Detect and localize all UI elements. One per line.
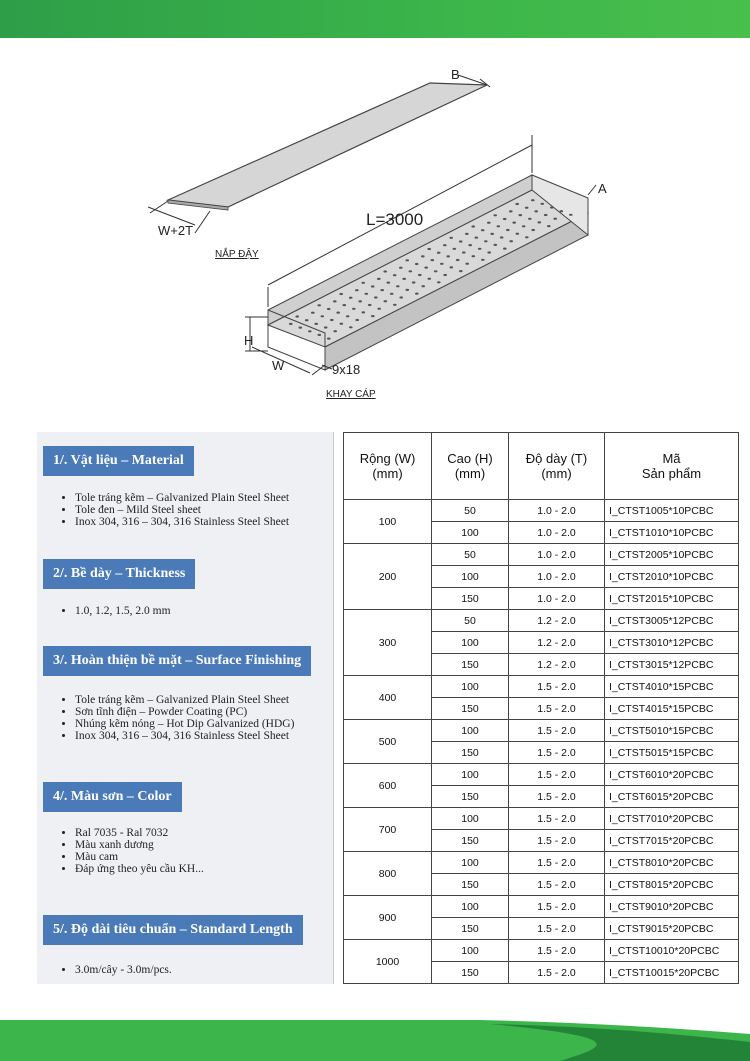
perforation-hole — [449, 237, 453, 239]
perforation-hole — [365, 293, 369, 295]
perforation-hole — [509, 210, 513, 212]
code-cell: I_CTST5010*15PCBC — [605, 720, 739, 742]
height-cell: 150 — [432, 698, 509, 720]
perforation-hole — [321, 315, 325, 317]
height-cell: 150 — [432, 786, 509, 808]
perforation-hole — [525, 236, 529, 238]
perforation-hole — [434, 270, 438, 272]
cable-tray-drawing — [140, 55, 620, 405]
perforation-hole — [487, 251, 491, 253]
dim-w-label: W — [272, 358, 285, 373]
height-cell: 100 — [432, 940, 509, 962]
perforation-hole — [468, 244, 472, 246]
perforation-hole — [390, 293, 394, 295]
list-item: • 1.0, 1.2, 1.5, 2.0 mm — [75, 605, 171, 617]
table-row — [344, 852, 739, 874]
dim-length-label: L=3000 — [366, 210, 424, 229]
code-cell: I_CTST3005*12PCBC — [605, 610, 739, 632]
perforation-hole — [311, 312, 315, 314]
thickness-cell: 1.2 - 2.0 — [509, 654, 605, 676]
header-width — [344, 433, 432, 500]
thickness-cell: 1.0 - 2.0 — [509, 544, 605, 566]
list-item: • Inox 304, 316 – 304, 316 Stainless Steel Sheet — [75, 730, 294, 742]
w2t-ext-2 — [195, 211, 210, 233]
perforation-hole — [349, 297, 353, 299]
list-item: • Inox 304, 316 – 304, 316 Stainless Steel Sheet — [75, 516, 289, 528]
code-cell: I_CTST3015*12PCBC — [605, 654, 739, 676]
perforation-hole — [399, 296, 403, 298]
code-cell: I_CTST6010*20PCBC — [605, 764, 739, 786]
perforation-hole — [355, 319, 359, 321]
perforation-hole — [352, 308, 356, 310]
width-cell: 500 — [344, 720, 432, 764]
code-cell: I_CTST1005*10PCBC — [605, 500, 739, 522]
perforation-hole — [534, 210, 538, 212]
perforation-hole — [427, 248, 431, 250]
list-item: • Tole đen – Mild Steel sheet — [75, 504, 289, 516]
width-cell: 900 — [344, 896, 432, 940]
table-body — [344, 500, 739, 984]
w-ext — [312, 365, 325, 375]
thickness-cell: 1.5 - 2.0 — [509, 786, 605, 808]
code-cell: I_CTST4010*15PCBC — [605, 676, 739, 698]
header-text: Độ dày (T) — [525, 451, 588, 466]
width-cell: 100 — [344, 500, 432, 544]
height-cell: 150 — [432, 918, 509, 940]
a-leader — [588, 185, 596, 195]
header-product-code — [605, 433, 739, 500]
perforation-hole — [446, 255, 450, 257]
height-cell: 150 — [432, 962, 509, 984]
perforation-hole — [333, 300, 337, 302]
section-color-title: 4/. Màu sơn – Color — [43, 782, 182, 812]
list-item: • Nhúng kẽm nóng – Hot Dip Galvanized (HDG) — [75, 718, 294, 730]
perforation-hole — [415, 293, 419, 295]
perforation-hole — [318, 334, 322, 336]
thickness-cell: 1.0 - 2.0 — [509, 500, 605, 522]
perforation-hole — [509, 240, 513, 242]
perforation-hole — [531, 199, 535, 201]
list-item: • Màu xanh dương — [75, 839, 204, 851]
section-material-title: 1/. Vật liệu – Material — [43, 446, 194, 476]
thickness-cell: 1.5 - 2.0 — [509, 764, 605, 786]
table-row — [344, 676, 739, 698]
height-cell: 100 — [432, 566, 509, 588]
perforation-hole — [525, 207, 529, 209]
perforation-hole — [371, 315, 375, 317]
perforation-hole — [377, 278, 381, 280]
perforation-hole — [368, 304, 372, 306]
table-row — [344, 720, 739, 742]
table-header-row — [344, 433, 739, 500]
width-cell: 1000 — [344, 940, 432, 984]
code-cell: I_CTST8015*20PCBC — [605, 874, 739, 896]
code-cell: I_CTST1010*10PCBC — [605, 522, 739, 544]
cable-tray-svg — [140, 55, 620, 405]
perforation-hole — [462, 251, 466, 253]
dim-b-label: B — [451, 67, 460, 82]
header-text: (mm) — [541, 466, 572, 481]
table-row — [344, 940, 739, 962]
thickness-cell: 1.5 - 2.0 — [509, 896, 605, 918]
perforation-hole — [380, 289, 384, 291]
perforation-hole — [424, 267, 428, 269]
perforation-hole — [456, 259, 460, 261]
code-cell: I_CTST7015*20PCBC — [605, 830, 739, 852]
section-length-list — [57, 964, 172, 976]
perforation-hole — [500, 236, 504, 238]
list-item: • 3.0m/cây - 3.0m/pcs. — [75, 964, 172, 976]
section-length-title: 5/. Độ dài tiêu chuẩn – Standard Length — [43, 915, 303, 945]
list-item: • Ral 7035 - Ral 7032 — [75, 827, 204, 839]
perforation-hole — [349, 326, 353, 328]
thickness-cell: 1.5 - 2.0 — [509, 742, 605, 764]
code-cell: I_CTST10010*20PCBC — [605, 940, 739, 962]
thickness-cell: 1.5 - 2.0 — [509, 852, 605, 874]
code-cell: I_CTST2005*10PCBC — [605, 544, 739, 566]
perforation-hole — [544, 214, 548, 216]
header-text: Sản phẩm — [641, 466, 702, 481]
header-text: (mm) — [372, 466, 403, 481]
perforation-hole — [450, 266, 454, 268]
perforation-hole — [421, 285, 425, 287]
thickness-cell: 1.5 - 2.0 — [509, 830, 605, 852]
perforation-hole — [459, 240, 463, 242]
perforation-hole — [553, 218, 557, 220]
height-cell: 150 — [432, 874, 509, 896]
perforation-hole — [418, 274, 422, 276]
height-cell: 150 — [432, 830, 509, 852]
header-text: Cao (H) — [447, 451, 493, 466]
width-cell: 400 — [344, 676, 432, 720]
specification-panel — [37, 432, 334, 984]
thickness-cell: 1.5 - 2.0 — [509, 720, 605, 742]
dim-a-label: A — [598, 181, 607, 196]
height-cell: 150 — [432, 588, 509, 610]
height-cell: 100 — [432, 764, 509, 786]
perforation-hole — [377, 308, 381, 310]
perforation-hole — [490, 233, 494, 235]
perforation-hole — [484, 240, 488, 242]
table-row — [344, 764, 739, 786]
perforation-hole — [538, 221, 542, 223]
width-cell: 200 — [344, 544, 432, 610]
table-row — [344, 610, 739, 632]
perforation-hole — [465, 233, 469, 235]
perforation-hole — [346, 315, 350, 317]
code-cell: I_CTST10015*20PCBC — [605, 962, 739, 984]
perforation-hole — [531, 229, 535, 231]
dim-w2t-label: W+2T — [158, 223, 194, 238]
perforation-hole — [459, 270, 463, 272]
perforation-hole — [465, 263, 469, 265]
perforation-hole — [336, 312, 340, 314]
perforation-hole — [409, 270, 413, 272]
code-cell: I_CTST2010*10PCBC — [605, 566, 739, 588]
perforation-hole — [503, 218, 507, 220]
table-row — [344, 544, 739, 566]
perforation-hole — [415, 263, 419, 265]
perforation-hole — [361, 282, 365, 284]
perforation-hole — [374, 296, 378, 298]
perforation-hole — [406, 289, 410, 291]
perforation-hole — [550, 206, 554, 208]
perforation-hole — [339, 293, 343, 295]
section-thickness-title: 2/. Bề dày – Thickness — [43, 559, 195, 589]
perforation-hole — [324, 326, 328, 328]
perforation-hole — [481, 229, 485, 231]
perforation-hole — [475, 237, 479, 239]
thickness-cell: 1.0 - 2.0 — [509, 588, 605, 610]
perforation-hole — [355, 289, 359, 291]
perforation-hole — [340, 323, 344, 325]
perforation-hole — [396, 285, 400, 287]
height-cell: 100 — [432, 896, 509, 918]
thickness-cell: 1.2 - 2.0 — [509, 632, 605, 654]
perforation-hole — [358, 300, 362, 302]
top-green-band — [0, 0, 750, 38]
width-cell: 300 — [344, 610, 432, 676]
perforation-hole — [472, 255, 476, 257]
perforation-hole — [512, 222, 516, 224]
code-cell: I_CTST4015*15PCBC — [605, 698, 739, 720]
perforation-hole — [569, 214, 573, 216]
perforation-hole — [384, 300, 388, 302]
perforation-hole — [412, 281, 416, 283]
perforation-hole — [443, 274, 447, 276]
perforation-hole — [497, 225, 501, 227]
code-cell: I_CTST9010*20PCBC — [605, 896, 739, 918]
perforation-hole — [437, 252, 441, 254]
perforation-hole — [289, 323, 293, 325]
code-cell: I_CTST3010*12PCBC — [605, 632, 739, 654]
height-cell: 100 — [432, 676, 509, 698]
height-cell: 100 — [432, 522, 509, 544]
thickness-cell: 1.5 - 2.0 — [509, 808, 605, 830]
bottom-green-band — [0, 1020, 750, 1061]
header-thickness — [509, 433, 605, 500]
perforation-hole — [421, 255, 425, 257]
perforation-hole — [399, 267, 403, 269]
perforation-hole — [431, 259, 435, 261]
perforation-hole — [560, 210, 564, 212]
thickness-cell: 1.5 - 2.0 — [509, 940, 605, 962]
perforation-hole — [343, 304, 347, 306]
perforation-hole — [481, 259, 485, 261]
thickness-cell: 1.5 - 2.0 — [509, 962, 605, 984]
list-item: • Màu cam — [75, 851, 204, 863]
perforation-hole — [387, 282, 391, 284]
thickness-cell: 1.2 - 2.0 — [509, 610, 605, 632]
section-finishing-title: 3/. Hoàn thiện bề mặt – Surface Finishing — [43, 646, 311, 676]
perforation-hole — [443, 244, 447, 246]
thickness-cell: 1.5 - 2.0 — [509, 918, 605, 940]
perforation-hole — [317, 304, 321, 306]
perforation-hole — [487, 222, 491, 224]
perforation-hole — [362, 311, 366, 313]
perforation-hole — [327, 338, 331, 340]
perforation-hole — [515, 203, 519, 205]
section-thickness-list — [57, 605, 171, 617]
perforation-hole — [519, 214, 523, 216]
cover-plate — [168, 83, 487, 207]
list-item: • Tole tráng kẽm – Galvanized Plain Steel Sheet — [75, 492, 289, 504]
width-cell: 800 — [344, 852, 432, 896]
header-text: (mm) — [454, 466, 486, 481]
perforation-hole — [393, 274, 397, 276]
list-item: • Đáp ứng theo yêu cầu KH... — [75, 863, 204, 875]
width-cell: 700 — [344, 808, 432, 852]
perforation-hole — [308, 330, 312, 332]
perforation-hole — [330, 319, 334, 321]
perforation-hole — [371, 285, 375, 287]
product-spec-table — [343, 432, 739, 984]
thickness-cell: 1.0 - 2.0 — [509, 566, 605, 588]
perforation-hole — [402, 278, 406, 280]
perforation-hole — [440, 263, 444, 265]
code-cell: I_CTST9015*20PCBC — [605, 918, 739, 940]
perforation-hole — [506, 229, 510, 231]
height-cell: 100 — [432, 852, 509, 874]
height-cell: 50 — [432, 544, 509, 566]
table-row — [344, 808, 739, 830]
code-cell: I_CTST8010*20PCBC — [605, 852, 739, 874]
dim-slot-label: 9x18 — [332, 362, 361, 377]
perforation-hole — [305, 319, 309, 321]
perforation-hole — [453, 248, 457, 250]
perforation-hole — [528, 218, 532, 220]
code-cell: I_CTST5015*15PCBC — [605, 742, 739, 764]
perforation-hole — [541, 203, 545, 205]
perforation-hole — [383, 270, 387, 272]
perforation-hole — [327, 308, 331, 310]
perforation-hole — [503, 248, 507, 250]
header-height — [432, 433, 509, 500]
height-cell: 50 — [432, 610, 509, 632]
perforation-hole — [522, 225, 526, 227]
dim-h-label: H — [244, 333, 254, 348]
perforation-hole — [547, 225, 551, 227]
perforation-hole — [333, 330, 337, 332]
perforation-hole — [314, 323, 318, 325]
thickness-cell: 1.5 - 2.0 — [509, 874, 605, 896]
perforation-hole — [471, 225, 475, 227]
height-cell: 100 — [432, 808, 509, 830]
perforation-hole — [516, 233, 520, 235]
header-text: Mã — [662, 451, 681, 466]
perforation-hole — [437, 281, 441, 283]
list-item: • Tole tráng kẽm – Galvanized Plain Steel Sheet — [75, 694, 294, 706]
perforation-hole — [295, 315, 299, 317]
section-finishing-list — [57, 694, 294, 742]
height-cell: 150 — [432, 742, 509, 764]
perforation-hole — [493, 214, 497, 216]
thickness-cell: 1.0 - 2.0 — [509, 522, 605, 544]
header-text: Rộng (W) — [359, 451, 416, 466]
tray-caption: KHAY CÁP — [326, 389, 376, 400]
height-cell: 100 — [432, 632, 509, 654]
perforation-hole — [393, 304, 397, 306]
section-color-list — [57, 827, 204, 875]
thickness-cell: 1.5 - 2.0 — [509, 676, 605, 698]
table-row — [344, 896, 739, 918]
section-material-list — [57, 492, 289, 528]
code-cell: I_CTST7010*20PCBC — [605, 808, 739, 830]
height-cell: 50 — [432, 500, 509, 522]
b-leader — [458, 75, 487, 85]
height-cell: 150 — [432, 654, 509, 676]
perforation-hole — [405, 259, 409, 261]
height-cell: 100 — [432, 720, 509, 742]
code-cell: I_CTST6015*20PCBC — [605, 786, 739, 808]
perforation-hole — [478, 248, 482, 250]
table-row — [344, 500, 739, 522]
code-cell: I_CTST2015*10PCBC — [605, 588, 739, 610]
perforation-hole — [299, 327, 303, 329]
perforation-hole — [428, 278, 432, 280]
width-cell: 600 — [344, 764, 432, 808]
perforation-hole — [494, 244, 498, 246]
cover-caption: NẮP ĐẬY — [215, 249, 259, 260]
list-item: • Sơn tĩnh điện – Powder Coating (PC) — [75, 706, 294, 718]
thickness-cell: 1.5 - 2.0 — [509, 698, 605, 720]
